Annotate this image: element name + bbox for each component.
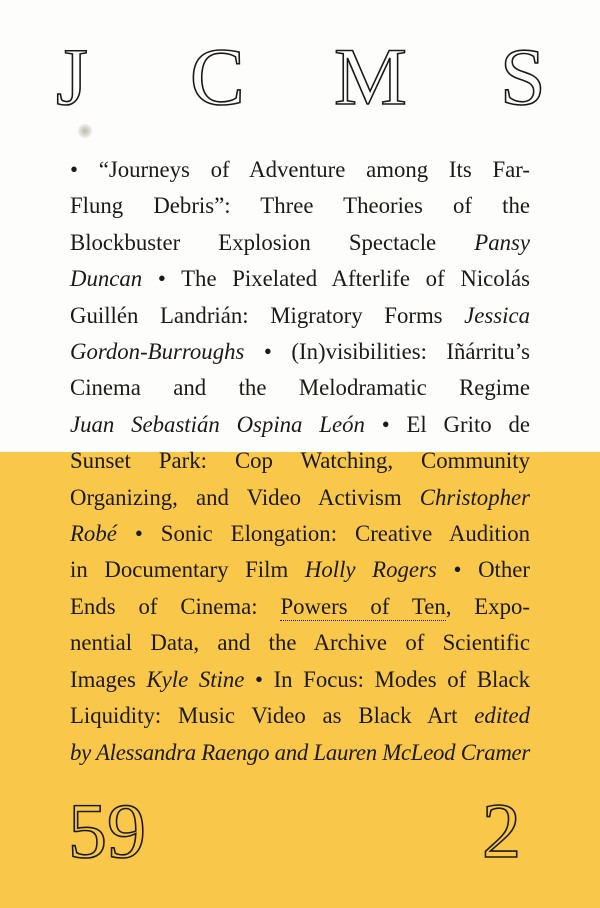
contents-author-text: Duncan <box>70 266 143 292</box>
contents-text: • The Pixelated Afterlife of Nicolás <box>142 266 530 292</box>
contents-line <box>70 334 530 370</box>
contents-author-text: Robé <box>70 521 117 547</box>
contents-text: • In Focus: Modes of Black <box>244 666 531 692</box>
contents-line <box>70 516 530 552</box>
contents-text: Guillén Landrián: Migratory Forms <box>70 302 465 328</box>
contents-text: Cinema and the Melodramatic Regime <box>70 375 530 401</box>
contents-text: • Sonic Elongation: Creative Audition <box>116 521 530 547</box>
contents-text: in Documentary Film <box>70 557 305 583</box>
contents-text: • El Grito de <box>364 411 531 437</box>
title-letter-c: C <box>190 31 245 122</box>
contents-author-text: Pansy <box>474 229 530 255</box>
contents-author-text: Kyle Stine <box>146 666 245 692</box>
contents-author-text: Juan Sebastián Ospina León <box>70 411 365 437</box>
title-letter-m: M <box>334 31 407 122</box>
contents-text: nential Data, and the Archive of Scientific <box>70 630 530 656</box>
contents-film-title: Powers of Ten <box>280 593 446 619</box>
title-letter-s: S <box>500 31 546 122</box>
contents-line <box>70 225 530 261</box>
contents-line <box>70 443 530 479</box>
issue-number: 2 <box>482 787 521 874</box>
contents-text: • (In)visibilities: Iñárritu’s <box>244 339 530 365</box>
volume-number: 59 <box>68 787 146 874</box>
contents-text: • “Journeys of Adventure among Its Far- <box>70 157 530 182</box>
contents-author-text: edited <box>474 703 530 729</box>
title-letter-j: J <box>56 31 88 122</box>
print-speck <box>78 124 92 138</box>
contents-line <box>70 298 530 334</box>
contents-author-text: Christopher <box>419 484 530 510</box>
contents-author-text: by Alessandra Raengo and Lauren McLeod Cramer <box>70 739 530 765</box>
contents-line <box>70 480 530 516</box>
contents-text: • Other <box>436 557 530 583</box>
contents-line <box>70 735 530 771</box>
table-of-contents <box>70 152 530 771</box>
contents-line <box>70 662 530 698</box>
contents-line <box>70 370 530 406</box>
contents-line <box>70 152 530 188</box>
contents-line <box>70 589 530 625</box>
contents-text: Flung Debris”: Three Theories of the <box>70 193 530 219</box>
contents-author-text: Gordon-Burroughs <box>70 339 245 365</box>
contents-author-text: Jessica <box>464 302 530 328</box>
contents-text: Images <box>70 666 147 692</box>
contents-author-text: Holly Rogers <box>304 557 437 583</box>
contents-line <box>70 261 530 297</box>
contents-text: , Expo- <box>445 593 531 619</box>
contents-line <box>70 552 530 588</box>
contents-text: Blockbuster Explosion Spectacle <box>70 229 475 255</box>
contents-text: Ends of Cinema: <box>70 593 281 619</box>
contents-text: Organizing, and Video Activism <box>70 484 420 510</box>
contents-line <box>70 188 530 224</box>
contents-line <box>70 625 530 661</box>
contents-line <box>70 698 530 734</box>
contents-line <box>70 407 530 443</box>
contents-text: Liquidity: Music Video as Black Art <box>70 703 475 729</box>
contents-text: Sunset Park: Cop Watching, Community <box>70 448 530 474</box>
